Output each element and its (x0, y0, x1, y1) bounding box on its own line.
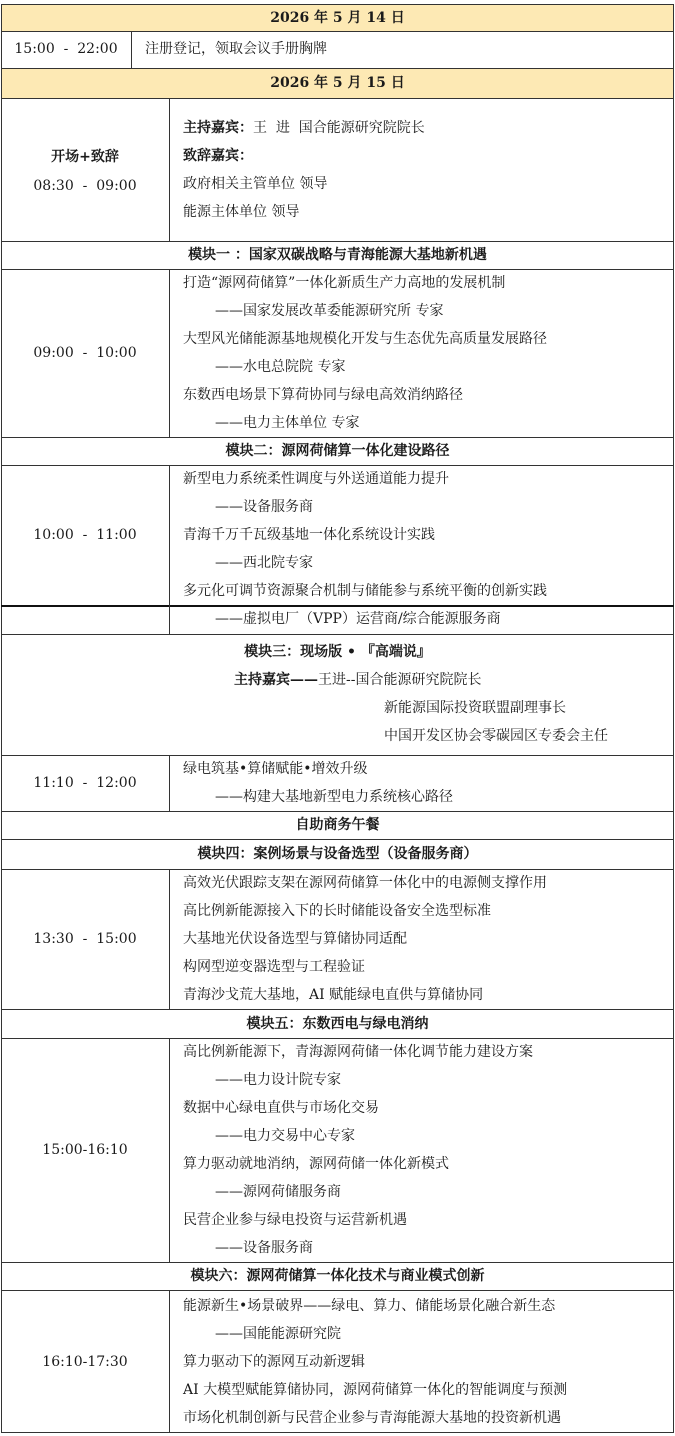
module6-row (1, 1290, 674, 1433)
agenda-item: 高效光伏跟踪支架在源网荷储算一体化中的电源侧支撑作用 (183, 875, 547, 891)
speaker-item: 能源主体单位 领导 (183, 204, 300, 220)
column-divider (131, 31, 132, 68)
registration-row (1, 31, 674, 68)
row-divider (1, 869, 674, 870)
speaker-item: ——电力主体单位 专家 (215, 415, 360, 431)
host-role: 中国开发区协会零碳园区专委会主任 (384, 728, 608, 744)
module6-content (183, 1292, 567, 1432)
agenda-item: 数据中心绿电直供与市场化交易 (183, 1100, 379, 1116)
host-name: 王 进 国合能源研究院院长 (253, 120, 425, 136)
column-divider (169, 269, 170, 437)
speaker-item: ——水电总院院 专家 (215, 359, 346, 375)
time-cell (1, 98, 169, 241)
agenda-item: 算力驱动就地消纳，源网荷储一体化新模式 (183, 1156, 449, 1172)
speaker-item: ——设备服务商 (215, 499, 313, 515)
agenda-item: 打造“源网荷储算”一体化新质生产力高地的发展机制 (183, 275, 506, 291)
module3-row (1, 755, 674, 811)
row-divider (1, 269, 674, 270)
module2-content (183, 465, 547, 605)
module4-row (1, 869, 674, 1009)
time-cell: 15:00-16:10 (42, 1142, 128, 1158)
row-divider (1, 811, 674, 812)
table-border-left (1, 4, 2, 1433)
module2-title: 模块二：源网荷储算一体化建设路径 (225, 443, 450, 459)
module3-title: 模块三：现场版 • 『高端说』 (244, 644, 431, 660)
row-divider (1, 1290, 674, 1291)
module2-row (1, 465, 674, 605)
module6-title: 模块六：源网荷储算一体化技术与商业模式创新 (190, 1268, 485, 1284)
row-divider (1, 437, 674, 438)
table-border-right (673, 4, 674, 1433)
speaker-item: ——设备服务商 (215, 1240, 313, 1256)
module3-host (234, 666, 481, 694)
speaker-item: ——源网荷储服务商 (215, 1184, 341, 1200)
agenda-item: 市场化机制创新与民营企业参与青海能源大基地的投资新机遇 (183, 1410, 561, 1426)
session-label: 开场+致辞 (51, 148, 119, 165)
session-time: 08:30 - 09:00 (33, 177, 137, 194)
row-divider (1, 98, 674, 99)
column-divider (169, 755, 170, 811)
agenda-item: 民营企业参与绿电投资与运营新机遇 (183, 1212, 407, 1228)
module4-title: 模块四：案例场景与设备选型（设备服务商） (197, 846, 478, 862)
agenda-item: 新型电力系统柔性调度与外送通道能力提升 (183, 471, 449, 487)
agenda-item: 高比例新能源下，青海源网荷储一体化调节能力建设方案 (183, 1044, 533, 1060)
time-cell: 11:10 - 12:00 (33, 775, 137, 791)
agenda-item: 东数西电场景下算荷协同与绿电高效消纳路径 (183, 387, 463, 403)
agenda-item: 青海沙戈荒大基地，AI 赋能绿电直供与算储协同 (183, 987, 484, 1003)
row-divider (1, 241, 674, 242)
time-cell: 10:00 - 11:00 (33, 527, 137, 543)
agenda-item: 青海千万千瓦级基地一体化系统设计实践 (183, 527, 435, 543)
time-cell: 09:00 - 10:00 (33, 345, 137, 361)
module5-title: 模块五：东数西电与绿电消纳 (246, 1015, 429, 1032)
module5-row (1, 1038, 674, 1262)
opening-content (183, 114, 425, 226)
row-divider (1, 1038, 674, 1039)
row-divider (1, 755, 674, 756)
row-divider (1, 1262, 674, 1263)
column-divider (169, 98, 170, 241)
time-cell: 13:30 - 15:00 (33, 931, 137, 947)
module3-content (183, 755, 453, 811)
column-divider (169, 1038, 170, 1262)
host-label: 主持嘉宾—— (234, 672, 318, 688)
row-divider (1, 68, 674, 69)
row-divider (1, 4, 674, 5)
module1-row (1, 269, 674, 437)
host-name: 王进--国合能源研究院院长 (318, 672, 482, 688)
speaker-item: ——国家发展改革委能源研究所 专家 (215, 303, 444, 319)
row-divider (1, 634, 674, 635)
speaker-item: ——西北院专家 (215, 555, 313, 571)
agenda-item: 大型风光储能源基地规模化开发与生态优先高质量发展路径 (183, 331, 547, 347)
agenda-item: 绿电筑基•算储赋能•增效升级 (183, 761, 368, 777)
agenda-item: AI 大模型赋能算储协同，源网荷储算一体化的智能调度与预测 (183, 1382, 568, 1398)
speakers-label: 致辞嘉宾： (183, 148, 253, 164)
agenda-item: 能源新生•场景破界——绿电、算力、储能场景化融合新生态 (183, 1298, 556, 1314)
speaker-item: ——国能能源研究院 (215, 1326, 341, 1342)
agenda-item: 算力驱动下的源网互动新逻辑 (183, 1354, 365, 1370)
agenda-item: 构网型逆变器选型与工程验证 (183, 959, 365, 975)
row-divider (1, 839, 674, 840)
date-header-day2 (1, 68, 674, 98)
agenda-item: 多元化可调节资源聚合机制与储能参与系统平衡的创新实践 (183, 583, 547, 599)
column-divider (169, 869, 170, 1009)
module1-content (183, 269, 547, 437)
speaker-item: ——电力交易中心专家 (215, 1128, 355, 1144)
speaker-item: 政府相关主管单位 领导 (183, 176, 328, 192)
host-role: 新能源国际投资联盟副理事长 (384, 700, 566, 716)
host-roles (384, 694, 608, 750)
speaker-item: ——虚拟电厂（VPP）运营商/综合能源服务商 (215, 611, 501, 627)
agenda-item: 高比例新能源接入下的长时储能设备安全选型标准 (183, 903, 491, 919)
column-divider (169, 465, 170, 634)
speaker-item: ——电力设计院专家 (215, 1072, 341, 1088)
row-divider (1, 465, 674, 466)
page-break-divider (1, 605, 674, 607)
time-cell: 16:10-17:30 (42, 1353, 128, 1370)
column-divider (169, 1290, 170, 1433)
module3-block (1, 634, 674, 755)
agenda-item: 大基地光伏设备选型与算储协同适配 (183, 931, 407, 947)
time-cell: 15:00 - 22:00 (14, 41, 118, 57)
module5-content (183, 1038, 533, 1262)
date-text: 2026 年 5 月 14 日 (270, 9, 405, 26)
speaker-item: ——构建大基地新型电力系统核心路径 (215, 789, 453, 805)
module2-overflow-row (1, 605, 674, 634)
registration-text: 注册登记，领取会议手册胸牌 (145, 41, 327, 57)
row-divider (1, 1009, 674, 1010)
module4-content (183, 869, 547, 1009)
date-text: 2026 年 5 月 15 日 (270, 75, 405, 91)
lunch-row: 自助商务午餐 (295, 817, 380, 833)
date-header-day1 (1, 4, 674, 31)
module1-title: 模块一 ：国家双碳战略与青海能源大基地新机遇 (188, 247, 487, 263)
opening-row (1, 98, 674, 241)
row-divider (1, 31, 674, 32)
host-label: 主持嘉宾： (183, 120, 253, 136)
row-divider (1, 1432, 674, 1433)
